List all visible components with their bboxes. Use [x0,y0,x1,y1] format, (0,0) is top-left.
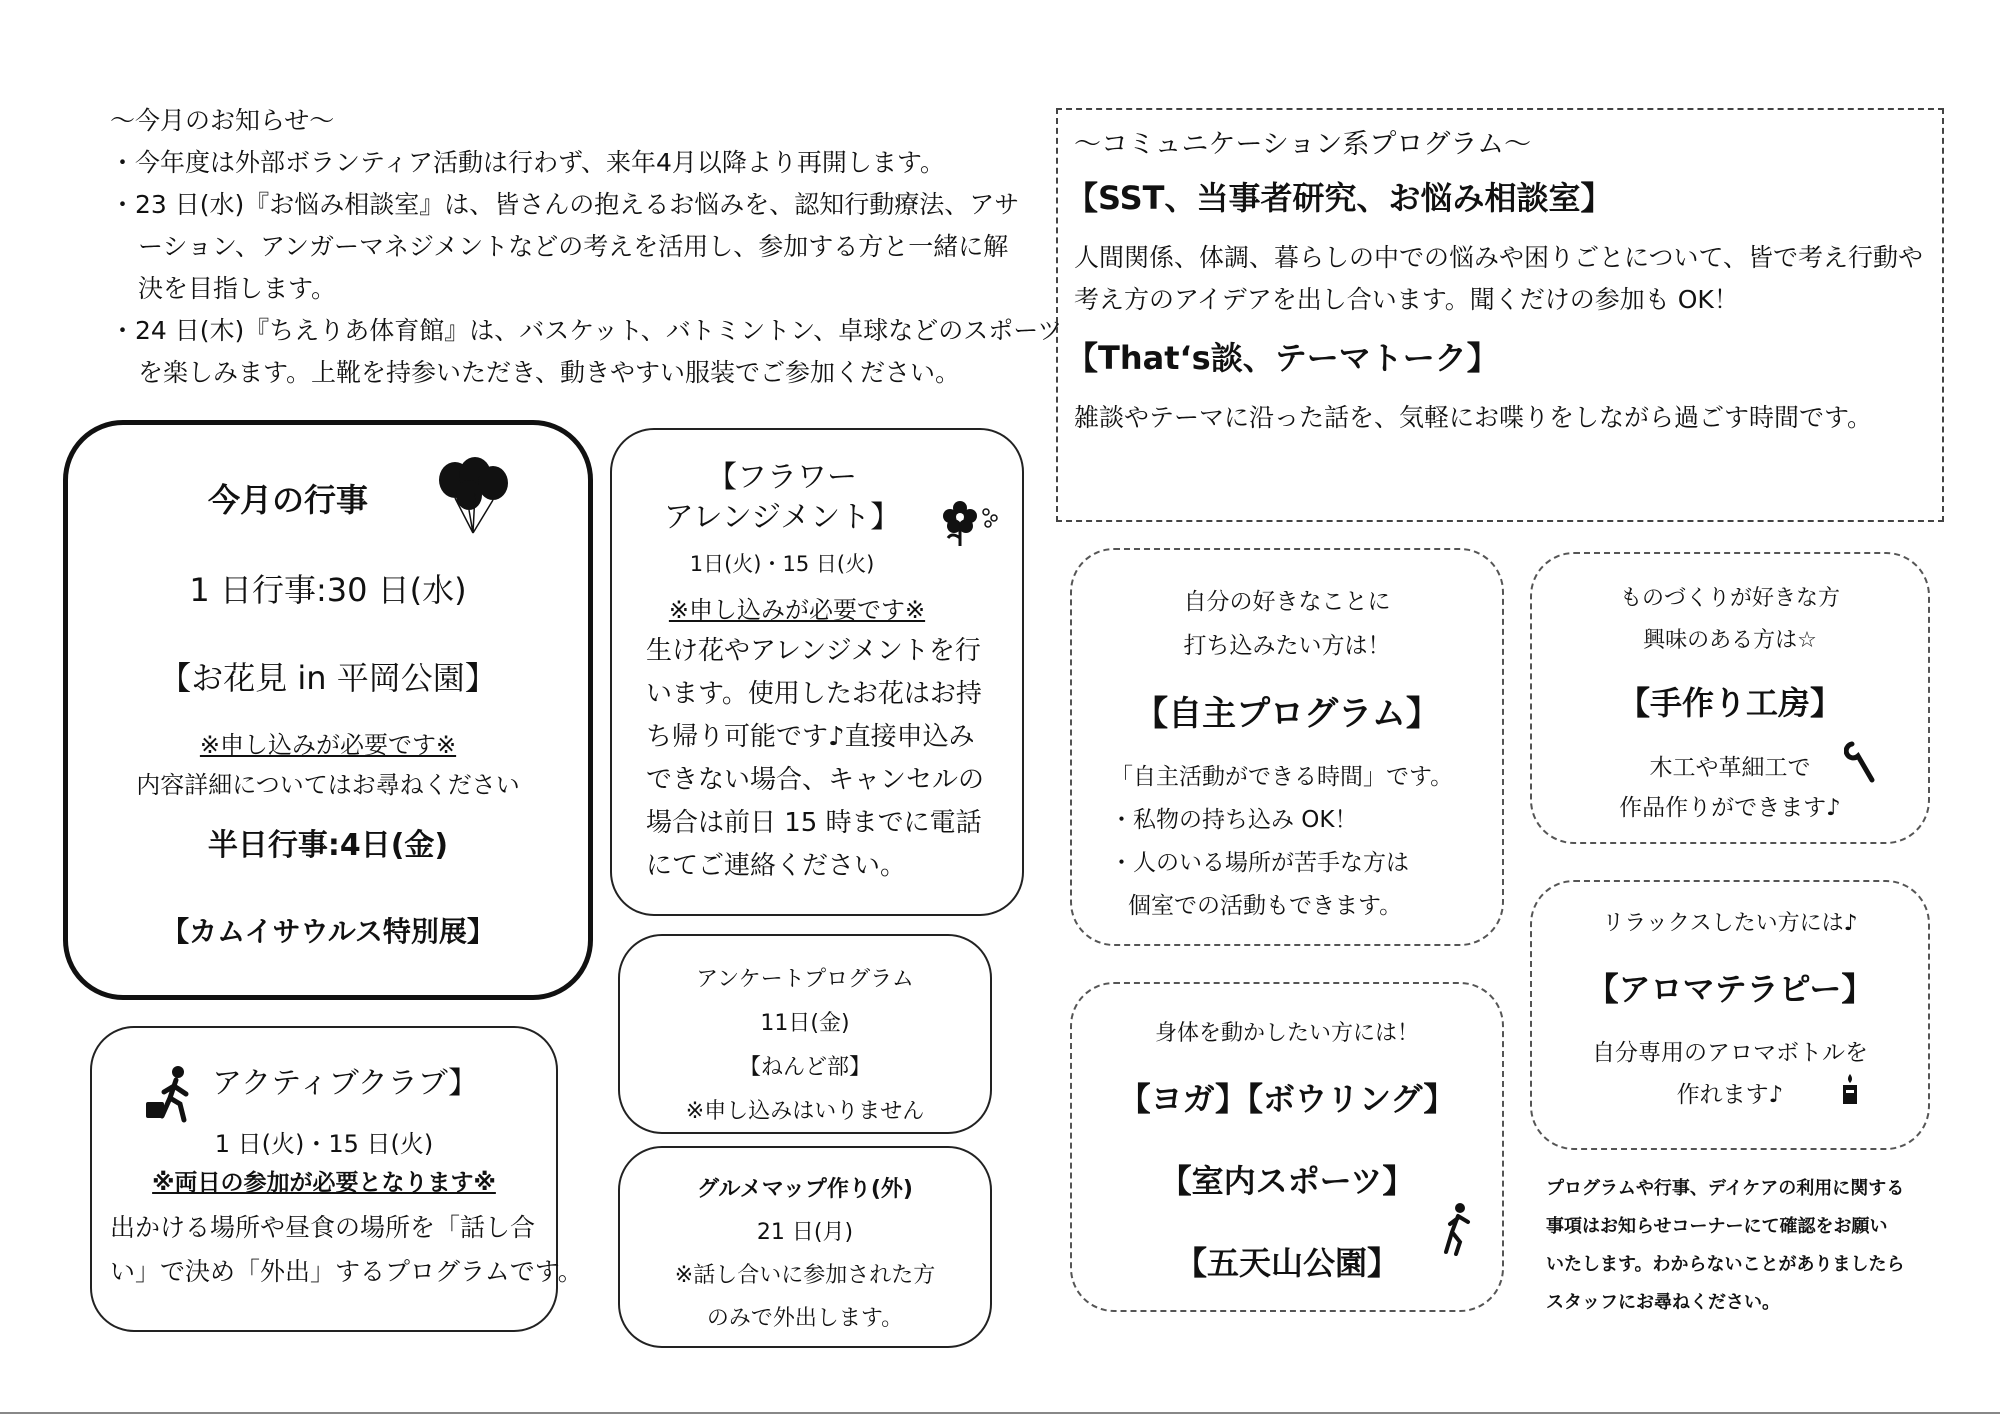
comm-desc-line: 考え方のアイデアを出し合います。聞くだけの参加も OK！ [1074,285,1739,314]
aroma-title: 【アロマテラピー】 [1586,970,1874,1008]
active-desc-line: 出かける場所や昼食の場所を「話し合 [110,1213,536,1242]
exercise-title: 【室内スポーツ】 [1159,1162,1415,1200]
aroma-lead: リラックスしたい方には♪ [1602,911,1858,936]
active-club-note: ※両日の参加が必要となります※ [152,1170,496,1196]
exercise-lead: 身体を動かしたい方には！ [1154,1021,1419,1046]
flower-apply-note: ※申し込みが必要です※ [668,596,926,624]
half-day-event-date: 半日行事:4日(金) [207,828,449,863]
notice-line: ・今年度は外部ボランティア活動は行わず、来年4月以降より再開します。 [110,148,945,177]
self-desc-line: ・私物の持ち込み OK！ [1110,807,1358,833]
survey-note: ※申し込みはいりません [685,1099,925,1124]
footnote [1546,1170,1966,1322]
events-title: 今月の行事 [207,481,368,519]
handcraft-workshop-box [1530,552,1930,844]
active-club-dates: 1 日(火)・15 日(火) [214,1130,434,1158]
flower-desc-line: できない場合、キャンセルの [646,765,985,795]
balloons-icon [433,455,513,545]
comm-section-desc [1074,237,1926,321]
flower-desc-line: 場合は前日 15 時までに電話 [646,808,982,838]
survey-title: アンケートプログラム [696,967,914,992]
self-desc-line: 個室での活動もできます。 [1128,893,1403,919]
exercise-programs-box [1070,982,1504,1312]
footnote-line: 事項はお知らせコーナーにて確認をお願い [1546,1216,1888,1237]
flower-desc-line: 生け花やアレンジメントを行 [646,636,981,666]
notices-heading: ～今月のお知らせ～ [110,106,335,135]
aroma-description [1532,1032,1928,1116]
handcraft-lead-line: 興味のある方は☆ [1643,628,1817,653]
full-day-event-date: 1 日行事:30 日(水) [189,571,467,609]
handcraft-lead [1532,578,1928,662]
footnote-line: スタッフにお尋ねください。 [1546,1292,1780,1313]
flower-title-line: アレンジメント】 [663,500,901,535]
flower-desc-line: ち帰り可能です♪直接申込み [646,722,975,752]
comm-heading: ～コミュニケーション系プログラム～ [1074,129,1532,160]
aroma-desc-line: 自分専用のアロマボトルを [1592,1040,1868,1066]
notice-line: を楽しみます。上靴を持参いただき、動きやすい服装でご参加ください。 [138,358,961,387]
self-lead-line: 自分の好きなことに [1183,589,1391,615]
aromatherapy-box [1530,880,1930,1150]
notice-line: ・24 日(木)『ちえりあ体育館』は、バスケット、バトミントン、卓球などのスポーツ [110,316,1063,345]
half-day-event-name: 【カムイサウルス特別展】 [161,915,495,948]
comm-desc-line: 雑談やテーマに沿った話を、気軽にお喋りをしながら過ごす時間です。 [1074,403,1873,432]
self-program-title: 【自主プログラム】 [1134,694,1440,734]
handcraft-lead-line: ものづくりが好きな方 [1619,586,1840,611]
flower-dates: 1日(火)・15 日(火) [689,552,875,576]
handcraft-desc-line: 木工や革細工で [1649,755,1811,781]
footnote-line: いたします。わからないことがありましたら [1546,1254,1905,1275]
exercise-title: 【五天山公園】 [1174,1244,1399,1282]
full-day-event-name: 【お花見 in 平岡公園】 [159,659,497,697]
survey-club-name: 【ねんど部】 [738,1055,871,1080]
notice-line: 決を目指します。 [138,274,337,303]
communication-programs-box [1056,108,1944,522]
traveler-icon [144,1064,200,1124]
gourmet-map-box [618,1146,992,1348]
gourmet-title: グルメマップ作り(外) [697,1177,913,1202]
flower-description [646,630,984,888]
self-desc-line: ・人のいる場所が苦手な方は [1110,850,1409,876]
comm-desc-line: 人間関係、体調、暮らしの中での悩みや困りごとについて、皆で考え行動や [1074,243,1924,272]
comm-section-desc [1074,397,1926,439]
wrench-icon [1844,740,1878,784]
exercise-title: 【ヨガ】【ボウリング】 [1118,1080,1456,1118]
aroma-desc-line: 作れます♪ [1676,1082,1784,1108]
notice-line: ・23 日(水)『お悩み相談室』は、皆さんの抱えるお悩みを、認知行動療法、アサ [110,190,1020,219]
monthly-events-box [63,420,593,1000]
active-desc-line: い」で決め「外出」するプログラムです。 [110,1257,583,1286]
footnote-line: プログラムや行事、デイケアの利用に関する [1546,1178,1905,1199]
gourmet-date: 21 日(月) [756,1220,854,1245]
flower-title [612,458,952,538]
self-program-box [1070,548,1504,946]
flower-desc-line: います。使用したお花はお持 [646,679,982,709]
flower-title-line: 【フラワー [707,460,857,495]
apply-required-note: ※申し込みが必要です※ [199,731,457,759]
monthly-notices [110,100,1063,394]
self-lead-line: 打ち込みたい方は！ [1183,633,1391,659]
self-program-lead [1072,580,1502,668]
active-club-title: アクティブクラブ】 [212,1066,479,1101]
detail-note: 内容詳細についてはお尋ねください [136,771,520,799]
comm-section-title: 【SST、当事者研究、お悩み相談室】 [1066,179,1613,217]
survey-program-box [618,934,992,1134]
stretch-icon [1442,1202,1472,1256]
notice-line: ーション、アンガーマネジメントなどの考えを活用し、参加する方と一緒に解 [138,232,1009,261]
active-club-box [90,1026,583,1332]
candle-icon [1840,1072,1860,1106]
gourmet-note-line: のみで外出します。 [706,1306,904,1331]
flower-desc-line: にてご連絡ください。 [646,851,907,881]
comm-section-title: 【That‘s談、テーマトーク】 [1066,339,1499,377]
self-desc-line: 「自主活動ができる時間」です。 [1110,764,1454,790]
flower-arrangement-box [610,428,1024,916]
flower-icon [942,498,1004,548]
survey-date: 11日(金) [760,1011,850,1036]
gourmet-note-line: ※話し合いに参加された方 [674,1263,936,1288]
handcraft-title: 【手作り工房】 [1617,684,1842,722]
self-program-description [1110,756,1453,928]
handcraft-desc-line: 作品作りができます♪ [1619,795,1841,821]
bottom-edge-line [0,1412,2000,1414]
active-club-description [110,1206,583,1294]
